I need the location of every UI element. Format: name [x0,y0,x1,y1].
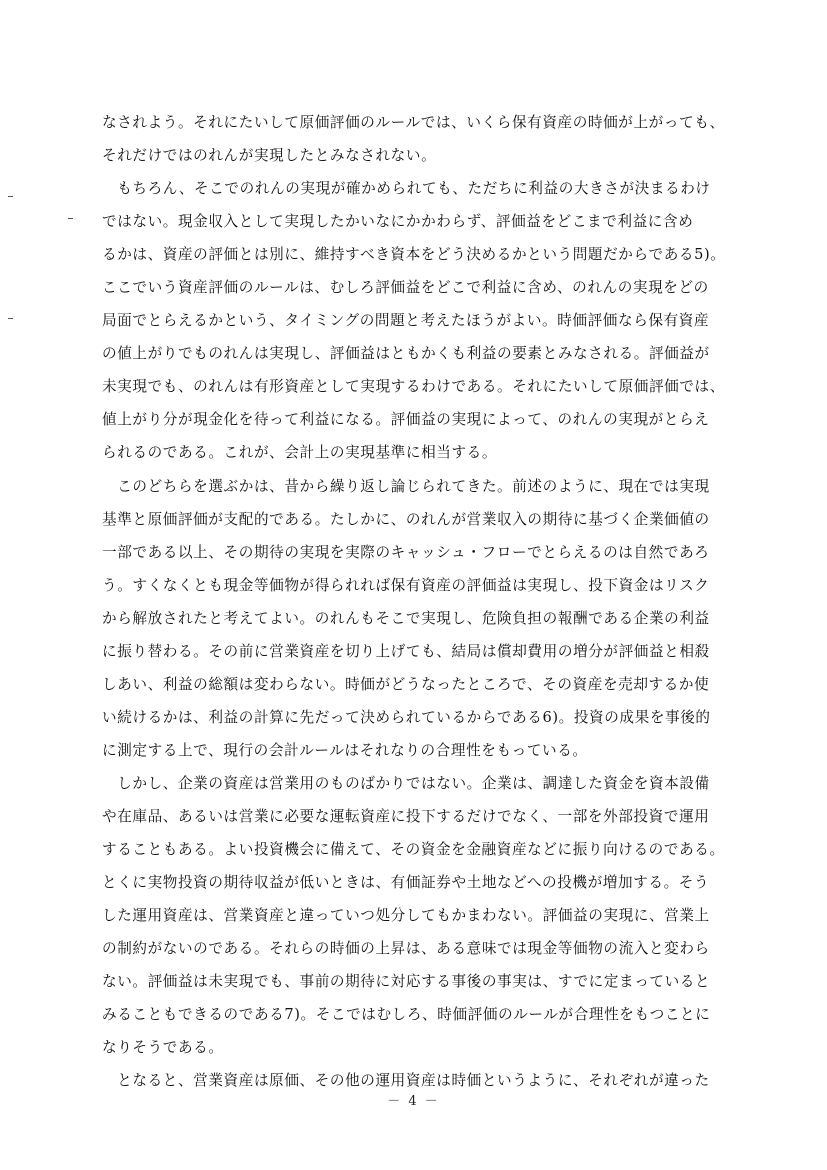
margin-mark [8,196,13,197]
body-text [102,106,742,1097]
text-line: ここでいう資産評価のルールは、むしろ評価益をどこで利益に含め、のれんの実現をどの [102,279,709,297]
text-line: の制約がないのである。それらの時価の上昇は、ある意味では現金等価物の流入と変わら [102,940,710,958]
text-line: とくに実物投資の期待収益が低いときは、有価証券や土地などへの投機が増加する。そう [102,874,710,892]
page-number: － 4 － [387,1094,440,1109]
text-line: しかし、企業の資産は営業用のものばかりではない。企業は、調達した資金を資本設備 [102,774,710,792]
text-line: となると、営業資産は原価、その他の運用資産は時価というように、それぞれが違った [102,1072,710,1090]
text-line: もちろん、そこでのれんの実現が確かめられても、ただちに利益の大きさが決まるわけ [102,180,711,198]
text-line: することもある。よい投資機会に備えて、その資金を金融資産などに振り向けるのである。 [102,841,725,859]
text-line: に振り替わる。その前に営業資産を切り上げても、結局は償却費用の増分が評価益と相殺 [102,642,710,660]
margin-mark [68,218,73,219]
text-line: 局面でとらえるかという、タイミングの問題と考えたほうがよい。時価評価なら保有資産 [102,312,710,330]
text-line: なされよう。それにたいして原価評価のルールでは、いくら保有資産の時価が上がっても、 [102,114,725,131]
text-line: られるのである。これが、会計上の実現基準に相当する。 [102,444,498,462]
text-line: 未実現でも、のれんは有形資産として実現するわけである。それにたいして原価評価では、 [102,378,725,396]
text-line: るかは、資産の評価とは別に、維持すべき資本をどう決めるかという問題だからである5)。 [102,246,726,264]
text-line: の値上がりでものれんは実現し、評価益はともかくも利益の要素とみなされる。評価益が [102,345,710,363]
text-line: した運用資産は、営業資産と違っていつ処分してもかまわない。評価益の実現に、営業上 [102,907,710,925]
text-line: 基準と原価評価が支配的である。たしかに、のれんが営業収入の期待に基づく企業価値の [102,510,710,528]
text-line: ない。評価益は未実現でも、事前の期待に対応する事後の事実は、すでに定まっていると [102,973,711,991]
text-line: このどちらを選ぶかは、昔から繰り返し論じられてきた。前述のように、現在では実現 [102,477,710,495]
text-line: に測定する上で、現行の会計ルールはそれなりの合理性をもっている。 [102,741,588,759]
text-line: 一部である以上、その期待の実現を実際のキャッシュ・フローでとらえるのは自然であろ [102,543,710,561]
text-line: から解放されたと考えてよい。のれんもそこで実現し、危険負担の報酬である企業の利益 [102,609,710,627]
text-line: それだけではのれんが実現したとみなされない。 [102,147,437,165]
text-line: 値上がり分が現金化を待って利益になる。評価益の実現によって、のれんの実現がとらえ [102,411,710,429]
text-line: みることもできるのである7)。そこではむしろ、時価評価のルールが合理性をもつことに [102,1006,711,1024]
text-line: しあい、利益の総額は変わらない。時価がどうなったところで、その資産を売却するか使 [102,675,710,693]
margin-mark [8,318,13,319]
text-line: なりそうである。 [102,1039,224,1057]
text-line: ではない。現金収入として実現したかいなにかかわらず、評価益をどこまで利益に含め [102,213,694,231]
text-line: う。すくなくとも現金等価物が得られれば保有資産の評価益は実現し、投下資金はリスク [102,576,710,594]
text-line: い続けるかは、利益の計算に先だって決められているからである6)。投資の成果を事後的 [102,708,711,726]
text-line: や在庫品、あるいは営業に必要な運転資産に投下するだけでなく、一部を外部投資で運用 [102,807,710,825]
